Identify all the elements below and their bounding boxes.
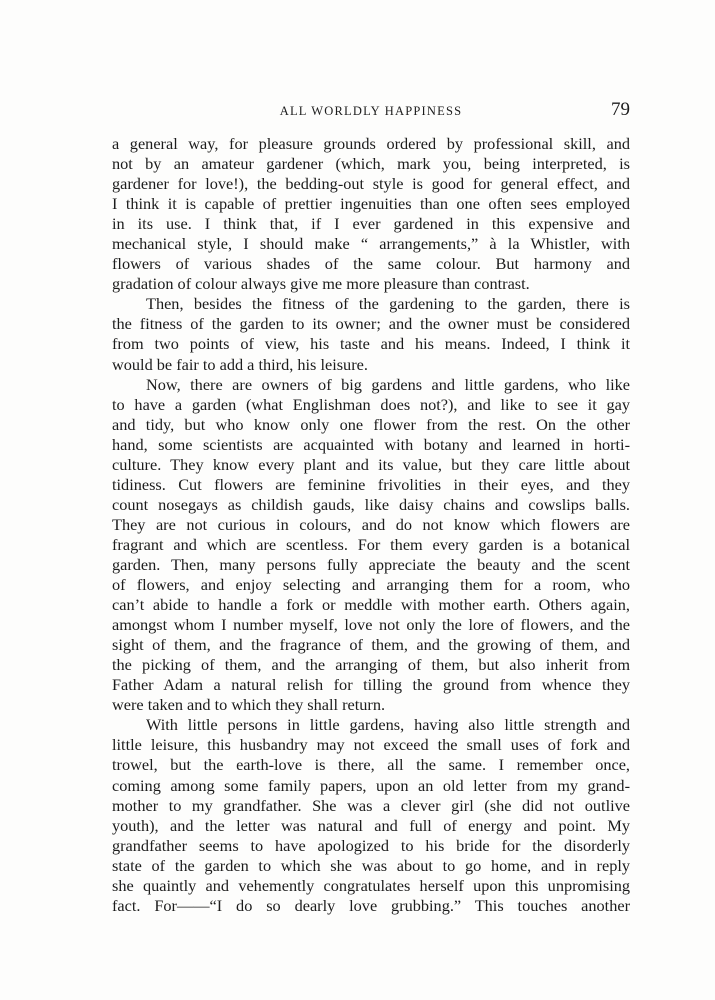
text-line: count nosegays as childish gauds, like daisy chains and cowslips balls. [112, 494, 630, 514]
text-line: Then, besides the fitness of the gardening to the garden, there is [146, 294, 630, 314]
running-title: ALL WORLDLY HAPPINESS [279, 104, 463, 118]
text-line: little leisure, this husbandry may not exceed the small uses of fork and [112, 735, 630, 755]
text-line: not by an amateur gardener (which, mark you, being interpreted, is [112, 154, 630, 174]
text-line: and tidy, but who know only one flower from the rest. On the other [112, 414, 630, 434]
text-line: culture. They know every plant and its value, but they care little about [112, 454, 630, 474]
text-line: of flowers, and enjoy selecting and arranging them for a room, who [112, 575, 630, 595]
text-line: amongst whom I number myself, love not only the lore of flowers, and the [112, 615, 630, 635]
text-line: state of the garden to which she was about to go home, and in reply [112, 855, 630, 875]
text-line: Father Adam a natural relish for tilling the ground from whence they [112, 675, 630, 695]
text-line: gradation of colour always give me more pleasure than contrast. [112, 274, 530, 294]
text-line: sight of them, and the fragrance of them, and the growing of them, and [112, 635, 630, 655]
body-text [112, 134, 630, 916]
text-line: tidiness. Cut flowers are feminine frivolities in their eyes, and they [112, 474, 630, 494]
text-line: were taken and to which they shall return. [112, 695, 386, 715]
text-line: to have a garden (what Englishman does not?), and like to see it gay [112, 394, 630, 414]
text-line: a general way, for pleasure grounds ordered by professional skill, and [112, 134, 630, 153]
text-line: I think it is capable of prettier ingenuities than one often sees employed [112, 194, 630, 214]
text-line: would be fair to add a third, his leisure. [112, 354, 368, 374]
text-line: coming among some family papers, upon an old letter from my grand- [112, 775, 630, 795]
text-line: youth), and the letter was natural and full of energy and point. My [112, 815, 630, 835]
running-head [112, 99, 630, 124]
text-line: grandfather seems to have apologized to his bride for the disorderly [112, 835, 630, 855]
text-line: hand, some scientists are acquainted with botany and learned in horti- [112, 434, 630, 454]
text-line: from two points of view, his taste and his means. Indeed, I think it [112, 334, 630, 354]
text-line: the picking of them, and the arranging of them, but also inherit from [112, 655, 630, 675]
text-line: fact. For——“I do so dearly love grubbing.” This touches another [112, 895, 630, 915]
text-line: in its use. I think that, if I ever gardened in this expensive and [112, 214, 630, 234]
page-number: 79 [611, 99, 630, 120]
text-line: trowel, but the earth-love is there, all the same. I remember once, [112, 755, 630, 775]
text-line: the fitness of the garden to its owner; and the owner must be considered [112, 314, 630, 334]
text-line: garden. Then, many persons fully appreciate the beauty and the scent [112, 554, 630, 574]
text-line: she quaintly and vehemently congratulates herself upon this unpromising [112, 875, 630, 895]
text-line: fragrant and which are scentless. For them every garden is a botanical [112, 534, 630, 554]
text-line: They are not curious in colours, and do not know which flowers are [112, 514, 630, 534]
text-line: With little persons in little gardens, having also little strength and [146, 715, 630, 735]
text-line: flowers of various shades of the same colour. But harmony and [112, 254, 630, 274]
text-line: mother to my grandfather. She was a clever girl (she did not outlive [112, 795, 630, 815]
text-line: gardener for love!), the bedding-out style is good for general effect, and [112, 174, 630, 194]
text-line: Now, there are owners of big gardens and little gardens, who like [146, 374, 630, 394]
text-line: mechanical style, I should make “ arrangements,” à la Whistler, with [112, 234, 630, 254]
text-line: can’t abide to handle a fork or meddle with mother earth. Others again, [112, 595, 630, 615]
